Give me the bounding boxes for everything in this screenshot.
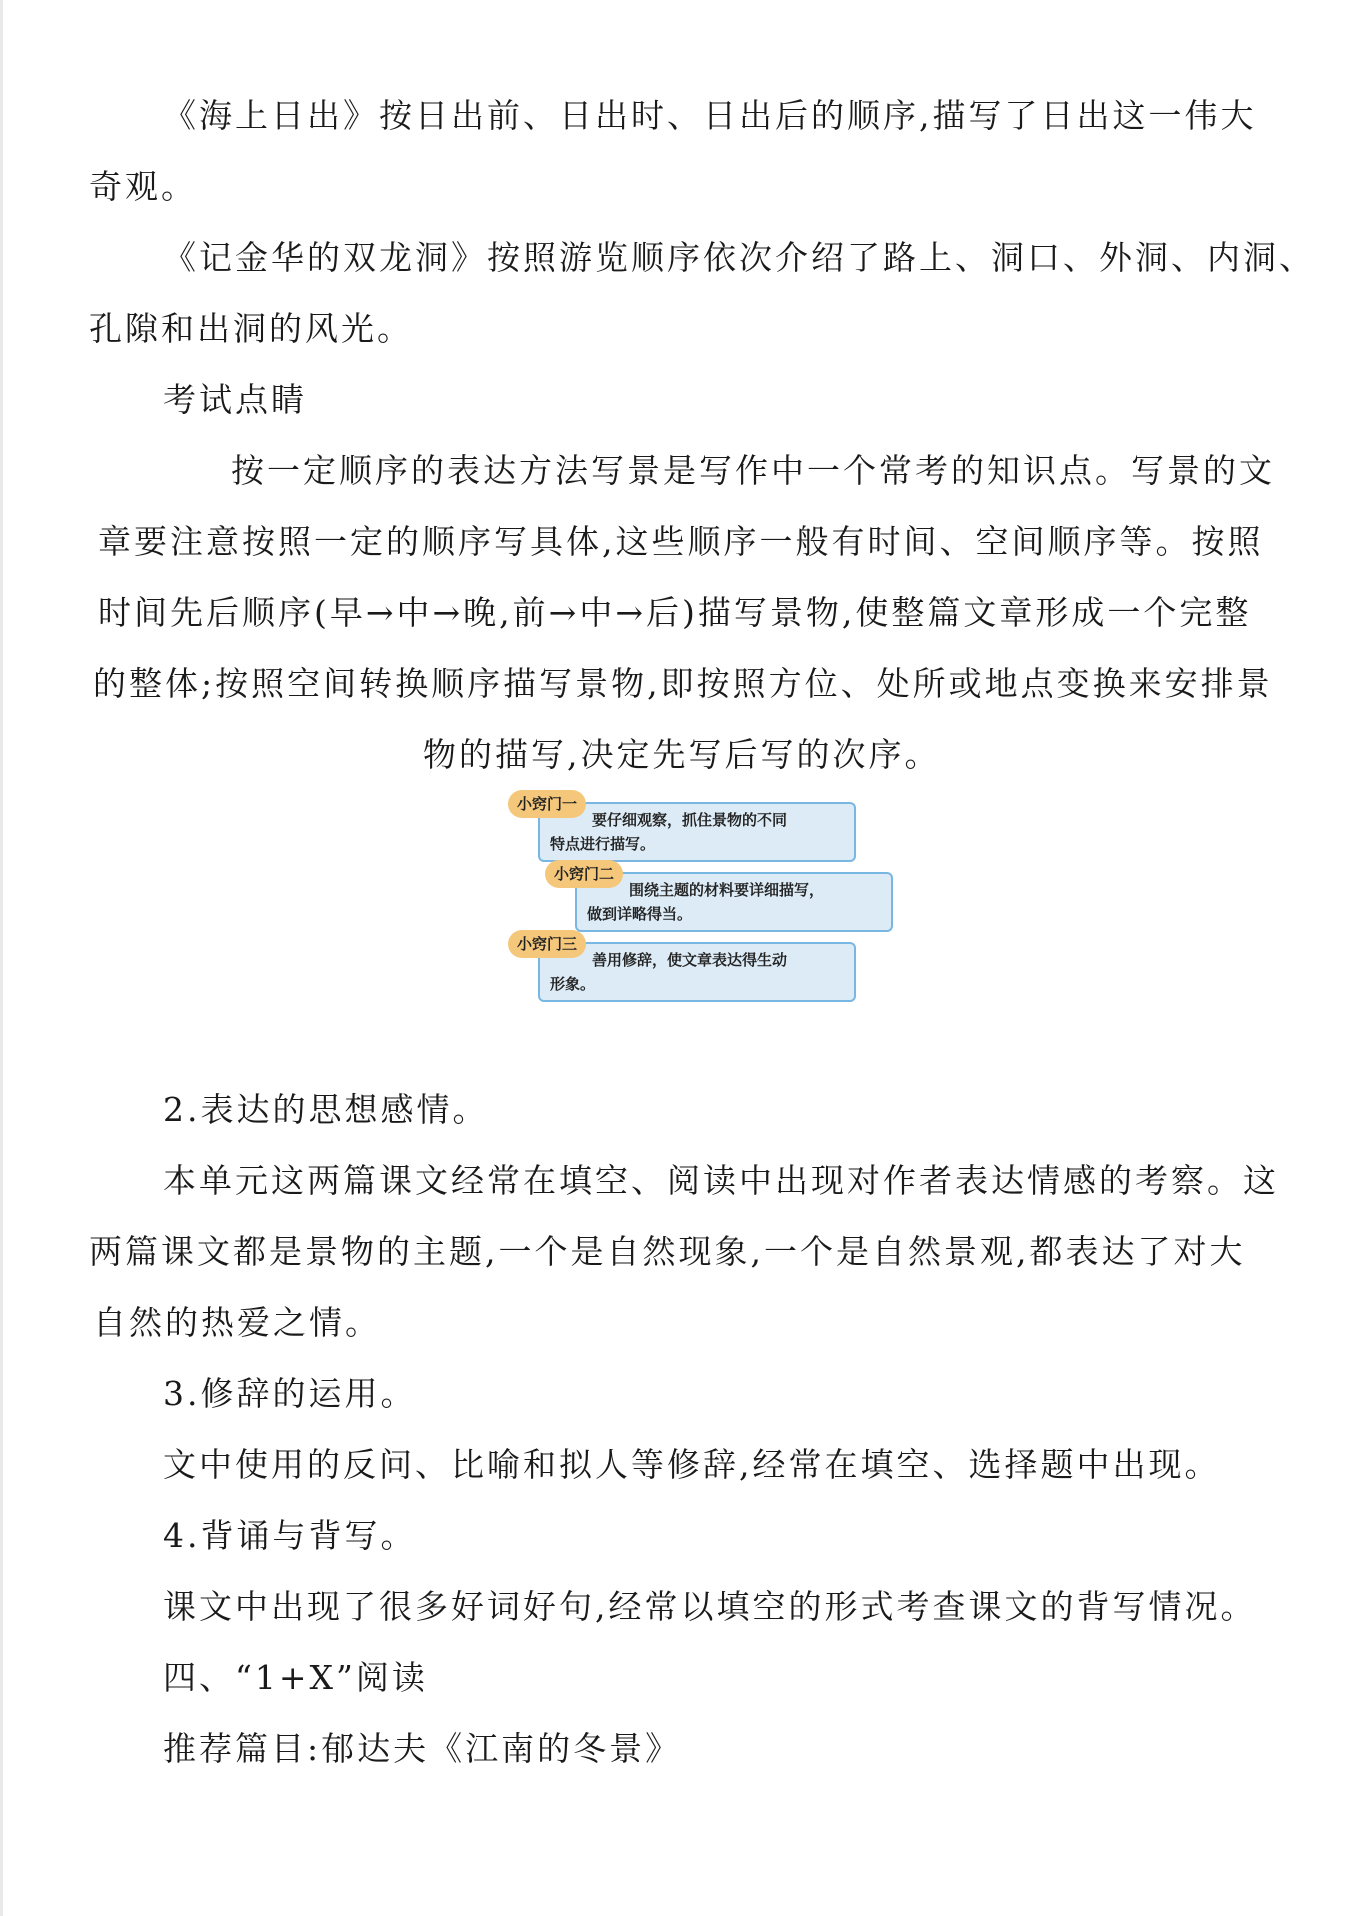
tips-diagram (503, 790, 903, 1010)
section-3-text: 文中使用的反问、比喻和拟人等修辞,经常在填空、选择题中出现。 (163, 1445, 1221, 1484)
tip-3-line-1: 善用修辞，使文章表达得生动 (592, 951, 788, 969)
tip-1-line-1: 要仔细观察，抓住景物的不同 (592, 811, 788, 829)
paragraph-1-line-1: 《海上日出》按日出前、日出时、日出后的顺序,描写了日出这一伟大 (163, 96, 1257, 135)
section-2-line-3: 自然的热爱之情。 (93, 1303, 381, 1342)
section-3-heading: 3.修辞的运用。 (163, 1374, 417, 1413)
exam-line-2: 章要注意按照一定的顺序写具体,这些顺序一般有时间、空间顺序等。按照 (98, 522, 1264, 561)
tip-tag-3: 小窍门三 (508, 930, 586, 958)
exam-line-4: 的整体;按照空间转换顺序描写景物,即按照方位、处所或地点变换来安排景 (93, 664, 1273, 703)
section-2-line-1: 本单元这两篇课文经常在填空、阅读中出现对作者表达情感的考察。这 (163, 1161, 1279, 1200)
paragraph-1-line-2: 奇观。 (89, 167, 197, 206)
recommended-reading: 推荐篇目:郁达夫《江南的冬景》 (163, 1729, 682, 1768)
section-2-line-2: 两篇课文都是景物的主题,一个是自然现象,一个是自然景观,都表达了对大 (89, 1232, 1246, 1271)
tip-1-line-2: 特点进行描写。 (550, 835, 656, 853)
tip-3-line-2: 形象。 (550, 975, 596, 993)
tip-2-line-2: 做到详略得当。 (587, 905, 693, 923)
tip-2-line-1: 围绕主题的材料要详细描写， (629, 881, 825, 899)
tip-tag-1: 小窍门一 (508, 790, 586, 818)
tip-box-3 (538, 942, 856, 1002)
tip-box-1 (538, 802, 856, 862)
section-4-heading: 4.背诵与背写。 (163, 1516, 417, 1555)
reading-heading: 四、“1+X”阅读 (163, 1658, 428, 1697)
section-2-heading: 2.表达的思想感情。 (163, 1090, 489, 1129)
exam-line-3: 时间先后顺序(早→中→晚,前→中→后)描写景物,使整篇文章形成一个完整 (98, 593, 1252, 632)
paragraph-2-line-1: 《记金华的双龙洞》按照游览顺序依次介绍了路上、洞口、外洞、内洞、 (163, 238, 1315, 277)
exam-line-5: 物的描写,决定先写后写的次序。 (423, 735, 941, 774)
exam-heading: 考试点睛 (163, 380, 307, 419)
paragraph-2-line-2: 孔隙和出洞的风光。 (89, 309, 413, 348)
exam-line-1: 按一定顺序的表达方法写景是写作中一个常考的知识点。写景的文 (231, 451, 1275, 490)
tip-tag-2: 小窍门二 (545, 860, 623, 888)
section-4-text: 课文中出现了很多好词好句,经常以填空的形式考查课文的背写情况。 (163, 1587, 1257, 1626)
tip-box-2 (575, 872, 893, 932)
